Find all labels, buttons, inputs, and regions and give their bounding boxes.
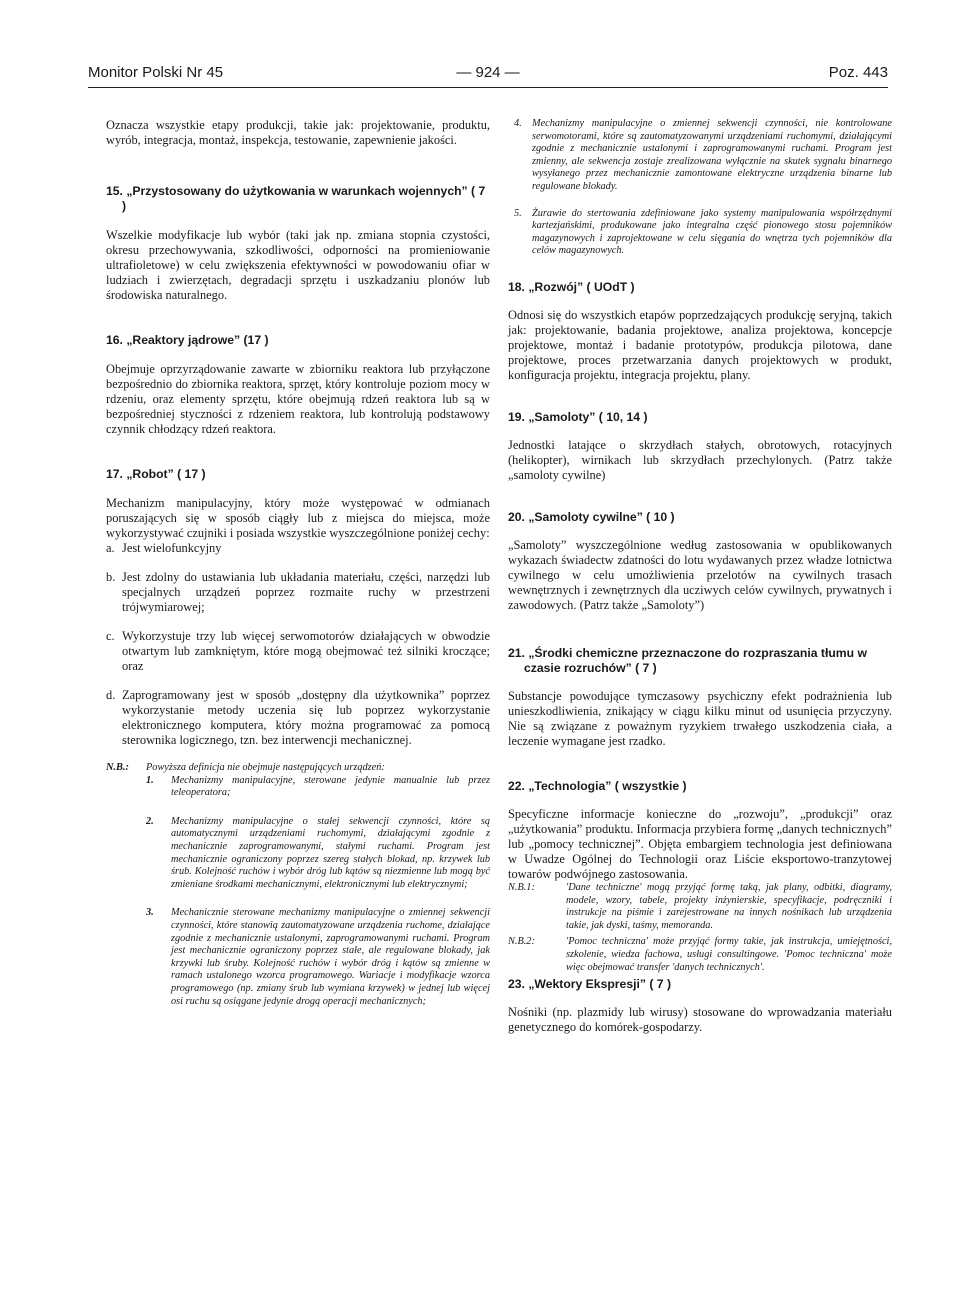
nb-intro: Powyższa definicja nie obejmuje następujących urządzeń: [146,762,385,773]
section-23-heading: 23. „Wektory Ekspresji” ( 7 ) [508,977,672,992]
nb-label: N.B.: [106,762,129,773]
nb-item-5-text: Żurawie do stertowania zdefiniowane jako systemy manipulowania współrzędnymi kartezjańskimi, produkowane jako integralna część pionowego stosu pojemników magazynowych i zaprojektowane w celu sięgania do wnętrza tych pojemników dla celów magazynowych. [532,207,892,257]
nb-item-4-label: 4. [514,118,522,129]
section-20-text: „Samoloty” wyszczególnione według zastosowania w opublikowanych wykazach świadectw zdatności do lotu wydawanych przez władze lotnictwa cywilnego w celu umożliwienia przelotów na cywilnych trasach wewnętrznych i zewnętrznych dla ucziwych celów cywilnych, prywatnych i zawodowych. (Patrz także „Samoloty”) [508,537,892,612]
nb-item-5-label: 5. [514,207,522,219]
section-16-heading: 16. „Reaktory jądrowe” (17 ) [106,333,269,347]
criterion-b-label: b. [106,570,116,584]
section-16-text: Obejmuje oprzyrządowanie zawarte w zbiorniku reaktora lub przyłączone bezpośrednio do zbiornika reaktora, sprzęt, który kontroluje poziom mocy w rdzeniu, oraz elementy sprzętu, które obejmują rdzeń reaktora lub są w bezpośredniej styczności z rdzeniem reaktora, lub kontrolują podstawowy czynnik chłodzący rdzeń reaktora. [106,362,490,436]
criterion-c-label: c. [106,629,115,643]
nb-2-text: 'Pomoc techniczna' może przyjąć formy takie, jak instrukcja, umiejętności, szkolenie, wiedza fachowa, usługi consultingowe. 'Pomoc techniczna' może więc obejmować transfer 'danych technicznych'. [566,936,892,973]
nb-item-3 [146,907,490,1008]
page-header [88,64,888,88]
nb-item-1 [146,775,490,800]
header-rule [88,87,888,88]
criterion-b [106,570,490,615]
nb-item-2 [146,816,490,892]
nb-item-4 [508,118,892,194]
section-21-text: Substancje powodujące tymczasowy psychiczny efekt podrażnienia lub unieszkodliwienia, znikający w ciągu kilku minut od usunięcia przyczyny. Nie są związane z poważnym ryzykiem trwałego uszkodzenia ciała, a leczenie wymagane jest rzadko. [508,688,892,748]
section-22-heading: 22. „Technologia” ( wszystkie ) [508,778,687,793]
criterion-a [106,541,490,556]
right-column [508,118,892,1035]
left-column [106,118,490,1008]
section-15-text: Wszelkie modyfikacje lub wybór (taki jak np. zmiana stopnia czystości, okresu przechowywania, szkodliwości, odporności na promieniowanie ultrafioletowe) w celu zwiększenia efektywności w powodowaniu ofiar w ludziach i zwierzętach, degradacji sprzętu i uszkadzaniu plonów lub środowiska naturalnego. [106,228,490,302]
section-17-text: Mechanizm manipulacyjny, który może występować w odmianach poruszających się w sposób ciągły lub z miejsca do miejsca, może wykorzystywać czujniki i posiada wszystkie wyszczególnione poniżej cechy: [106,496,490,540]
nb-item-2-label: 2. [146,815,154,827]
criterion-c [106,629,490,674]
section-23-text: Nośniki (np. plazmidy lub wirusy) stosowane do wprowadzania materiału genetycznego do komórek-gospodarzy. [508,1005,892,1035]
section-15-heading: 15. „Przystosowany do użytkowania w warunkach wojennych” ( 7 ) [106,184,486,213]
nb-item-2-text: Mechanizmy manipulacyjne o stałej sekwencji czynności, które są automatycznymi urządzeniami ruchomymi, działającymi zgodnie z mechanicznie zaprogramowanymi, stałymi ruchami. Program jest mechanicznie ograniczony poprzez szereg stałych blokad, np. krzywek lub śrub. Kolejność ruchów i wybór dróg lub kątów są niezmienne lub mogą być zmieniane środkami mechanicznymi, elektronicznymi lub elektrycznymi; [171,815,490,890]
nb-1 [508,882,892,932]
section-17-heading: 17. „Robot” ( 17 ) [106,467,206,481]
criterion-c-text: Wykorzystuje trzy lub więcej serwomotorów działających w obwodzie otwartym lub zamkniętym, które mogą obejmować też silniki kroczące; oraz [122,629,490,673]
nb-item-4-text: Mechanizmy manipulacyjne o zmiennej sekwencji czynności, nie kontrolowane serwomotorami, które są zautomatyzowanymi urządzeniami ruchomymi, działającymi zgodnie z mechanicznie ustalonymi i zaprogramowanymi ruchami. Program jest zmienny, ale sekwencja zostaje zrealizowana wyłącznie na skutek sygnału binarnego wysyłanego przez mechanicznie zamontowane elektryczne urządzenia binarne lub regulowane blokady. [532,118,892,192]
criterion-d [106,688,490,748]
criterion-a-text: Jest wielofunkcyjny [122,541,222,555]
criterion-a-label: a. [106,541,115,555]
position-number: Poz. 443 [828,64,888,81]
publication-title: Monitor Polski Nr 45 [88,64,224,81]
section-19-text: Jednostki latające o skrzydłach stałych, obrotowych, rotacyjnych (helikopter), wirnikach lub skrzydłach przechylonych. (Patrz także „samoloty cywilne) [508,437,892,482]
section-21-heading: 21. „Środki chemiczne przeznaczone do rozpraszania tłumu w czasie rozruchów” ( 7 ) [508,645,867,675]
nb-2 [508,936,892,974]
nb-item-1-label: 1. [146,774,154,786]
nb-1-text: 'Dane techniczne' mogą przyjąć formę taką, jak plany, odbitki, diagramy, modele, wzory, tabele, projekty inżynierskie, specyfikacje, podręczniki i instrukcje na piśmie i zarejestrowane na innych nośnikach lub urządzenia takie, jak dyski, taśmy, memoranda. [566,881,892,931]
nb-item-3-text: Mechanicznie sterowane mechanizmy manipulacyjne o zmiennej sekwencji czynności, które stanowią zautomatyzowane urządzenia ruchome, działające zgodnie z mechanicznie ustalonymi, zaprogramowanymi ruchami. Program jest mechanicznie ograniczony poprzez stałe, ale regulowane blokady, jak krzywki lub śruby. Kolejność ruchów i wybór dróg i kątów są zmienne w ramach ustalonego wzorca programowego. Wariacje i modyfikacje wzorca programowego (np. zmiany śrub lub wymiana krzywek) w jednej lub więcej osi ruchu są osiągane jedynie drogą operacji mechanicznych; [171,907,490,1007]
section-18-heading: 18. „Rozwój” ( UOdT ) [508,279,635,294]
nb-item-5 [508,208,892,258]
criterion-b-text: Jest zdolny do ustawiania lub układania materiału, części, narzędzi lub specjalnych urządzeń poprzez rozmaite ruchy w przestrzeni trójwymiarowej; [122,570,490,614]
page-number: — 924 — [456,64,520,81]
section-20-heading: 20. „Samoloty cywilne” ( 10 ) [508,509,675,524]
nb-item-3-label: 3. [146,907,154,919]
section-18-text: Odnosi się do wszystkich etapów poprzedzających produkcję seryjną, takich jak: projektowanie, badania projektowe, analiza projektowa, koncepcje projektowe, montaż i badanie prototypów, produkcja pilotowa, dane projektowe, proces przetwarzania danych projektowych w produkt, konfiguracja projektu, integracja projektu, plany. [508,307,892,382]
nb-2-label: N.B.2: [508,936,535,948]
intro-paragraph: Oznacza wszystkie etapy produkcji, takie jak: projektowanie, produktu, wyrób, integracja, montaż, inspekcja, testowanie, zapewnienie jakości. [106,118,490,147]
criterion-d-text: Zaprogramowany jest w sposób „dostępny dla użytkownika” poprzez wykorzystanie metody uczenia się lub poprzez wykorzystanie elektronicznego komputera, który można programować za pomocą sterownika logicznego, tzn. bez interwencji mechanicznej. [122,688,490,747]
nb-item-1-text: Mechanizmy manipulacyjne, sterowane jedynie manualnie lub przez teleoperatora; [171,774,490,799]
nb-note [106,762,490,1008]
section-19-heading: 19. „Samoloty” ( 10, 14 ) [508,409,648,424]
nb-1-label: N.B.1: [508,881,535,893]
section-22-text: Specyficzne informacje konieczne do „rozwoju”, „produkcji” oraz „użytkowania” produktu. Informacja przybiera formę „danych technicznych” lub „pomocy technicznej”. Objęta embargiem technologia jest definiowana w Uwadze Ogólnej do Technologii oraz Liście eksportowo-tranzytowej towarów podwójnego zastosowania. [508,806,892,881]
criterion-d-label: d. [106,688,116,702]
